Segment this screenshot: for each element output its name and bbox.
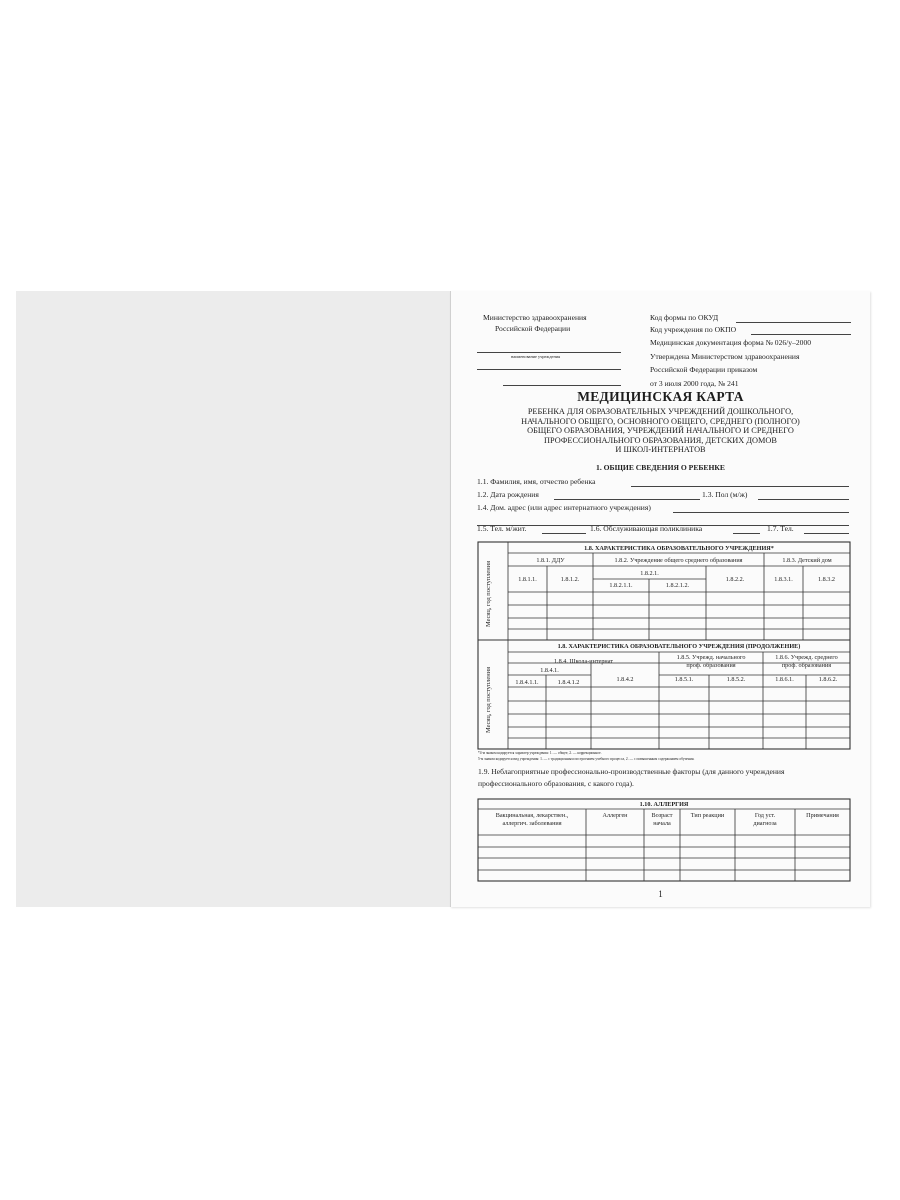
- allergy-col-age-2: начала: [653, 820, 671, 827]
- allergy-heading: 1.10. АЛЛЕРГИЯ: [639, 801, 689, 808]
- footnote-2: 5-м знаком кодируется вид учреждения: 1. — с традиционным построением учебного процесса, 2. — с повышенным содержанием обучения.: [478, 757, 695, 761]
- col-1-8-6-line2: проф. образования: [781, 662, 832, 669]
- section-1-heading: 1. ОБЩИЕ СВЕДЕНИЯ О РЕБЕНКЕ: [596, 463, 725, 472]
- col-1-8-5-2: 1.8.5.2.: [726, 676, 746, 683]
- okpo-label: Код учреждения по ОКПО: [650, 325, 737, 334]
- col-1-8-2: 1.8.2. Учреждение общего среднего образования: [614, 557, 743, 564]
- col-1-8-1-2: 1.8.1.2.: [560, 576, 580, 583]
- month-year-label: Месяц, год поступления: [485, 560, 492, 627]
- subtitle-line: РЕБЕНКА ДЛЯ ОБРАЗОВАТЕЛЬНЫХ УЧРЕЖДЕНИЙ ДОШКОЛЬНОГО,: [527, 407, 794, 416]
- col-1-8-5-line2: проф. образования: [686, 662, 736, 669]
- col-1-8-6-1: 1.8.6.1.: [775, 676, 794, 683]
- federation-text: Российской Федерации: [495, 324, 571, 333]
- table-1-8-heading: 1.8. ХАРАКТЕРИСТИКА ОБРАЗОВАТЕЛЬНОГО УЧРЕЖДЕНИЯ*: [584, 545, 774, 552]
- page-number: 1: [658, 889, 663, 899]
- col-1-8-5-1: 1.8.5.1.: [674, 676, 694, 683]
- field-1-4-label: 1.4. Дом. адрес (или адрес интернатного учреждения): [477, 503, 651, 512]
- footnote-1: *4-м знаком кодируется характер учреждения: 1. — общее, 2. — коррекционное.: [478, 751, 602, 755]
- field-1-1-label: 1.1. Фамилия, имя, отчество ребенка: [477, 477, 596, 486]
- form-page: [450, 291, 870, 907]
- col-1-8-3-2: 1.8.3.2: [817, 576, 835, 583]
- approved-text-3: от 3 июля 2000 года, № 241: [650, 379, 739, 388]
- col-1-8-1: 1.8.1. ДДУ: [536, 557, 565, 564]
- field-1-5-label: 1.5. Тел. м/жит.: [477, 524, 527, 533]
- allergy-col-year-1: Год уст.: [754, 812, 776, 819]
- allergy-col-year-2: диагноза: [753, 820, 777, 827]
- month-year-label-2: Месяц, год поступления: [485, 666, 492, 733]
- col-1-8-6-line1: 1.8.6. Учрежд. среднего: [775, 654, 838, 661]
- subtitle-line: НАЧАЛЬНОГО ОБЩЕГО, ОСНОВНОГО ОБЩЕГО, СРЕДНЕГО (ПОЛНОГО): [521, 416, 800, 426]
- subtitle-line: ОБЩЕГО ОБРАЗОВАНИЯ, УЧРЕЖДЕНИЙ НАЧАЛЬНОГО И СРЕДНЕГО: [527, 426, 794, 436]
- field-1-2-label: 1.2. Дата рождения: [477, 490, 539, 499]
- item-1-9-line-1: 1.9. Неблагоприятные профессионально-производственные факторы (для данного учреждения: [478, 767, 785, 776]
- approved-text-2: Российской Федерации приказом: [650, 365, 758, 374]
- col-1-8-4-1: 1.8.4.1.: [540, 667, 559, 674]
- institution-caption: наименование учреждения: [511, 354, 561, 359]
- okud-label: Код формы по ОКУД: [650, 313, 719, 322]
- table-1-8-cont-heading: 1.8. ХАРАКТЕРИСТИКА ОБРАЗОВАТЕЛЬНОГО УЧРЕЖДЕНИЯ (ПРОДОЛЖЕНИЕ): [557, 643, 801, 650]
- col-1-8-4-2: 1.8.4.2: [616, 676, 634, 683]
- col-1-8-5-line1: 1.8.5. Учрежд. начального: [676, 654, 746, 661]
- col-1-8-4-1-2: 1.8.4.1.2: [557, 679, 580, 686]
- left-cover-page: [16, 291, 450, 907]
- allergy-col-reaction: Тип реакции: [690, 812, 725, 819]
- col-1-8-3-1: 1.8.3.1.: [774, 576, 793, 583]
- allergy-col-diseases-1: Вакцинальная, лекарствен.,: [495, 812, 569, 819]
- subtitle-line: ПРОФЕССИОНАЛЬНОГО ОБРАЗОВАНИЯ, ДЕТСКИХ ДОМОВ: [544, 435, 777, 445]
- col-1-8-6-2: 1.8.6.2.: [818, 676, 838, 683]
- col-1-8-2-1-2: 1.8.2.1.2.: [665, 582, 690, 589]
- col-1-8-2-1: 1.8.2.1.: [640, 570, 659, 577]
- col-1-8-1-1: 1.8.1.1.: [518, 576, 537, 583]
- allergy-col-allergen: Аллерген: [602, 812, 628, 819]
- allergy-col-age-1: Возраст: [651, 812, 673, 819]
- field-1-7-label: 1.7. Тел.: [767, 524, 794, 533]
- col-1-8-4: 1.8.4. Школа-интернат: [553, 658, 614, 665]
- field-1-3-label: 1.3. Пол (м/ж): [702, 490, 748, 499]
- doc-form-text: Медицинская документация форма № 026/у–2000: [650, 338, 812, 347]
- col-1-8-4-1-1: 1.8.4.1.1.: [515, 679, 539, 686]
- col-1-8-2-1-1: 1.8.2.1.1.: [609, 582, 633, 589]
- document-title: МЕДИЦИНСКАЯ КАРТА: [577, 389, 744, 404]
- allergy-col-notes: Примечания: [806, 812, 839, 819]
- approved-text: Утверждена Министерством здравоохранения: [650, 352, 800, 361]
- item-1-9-line-2: профессионального образования, с какого года).: [478, 779, 634, 788]
- col-1-8-3: 1.8.3. Детский дом: [782, 557, 832, 564]
- allergy-col-diseases-2: аллергич. заболевания: [502, 820, 562, 827]
- col-1-8-2-2: 1.8.2.2.: [725, 576, 745, 583]
- field-1-6-label: 1.6. Обслуживающая поликлиника: [590, 524, 703, 533]
- ministry-text: Министерство здравоохранения: [483, 313, 587, 322]
- subtitle-line: И ШКОЛ-ИНТЕРНАТОВ: [615, 445, 706, 455]
